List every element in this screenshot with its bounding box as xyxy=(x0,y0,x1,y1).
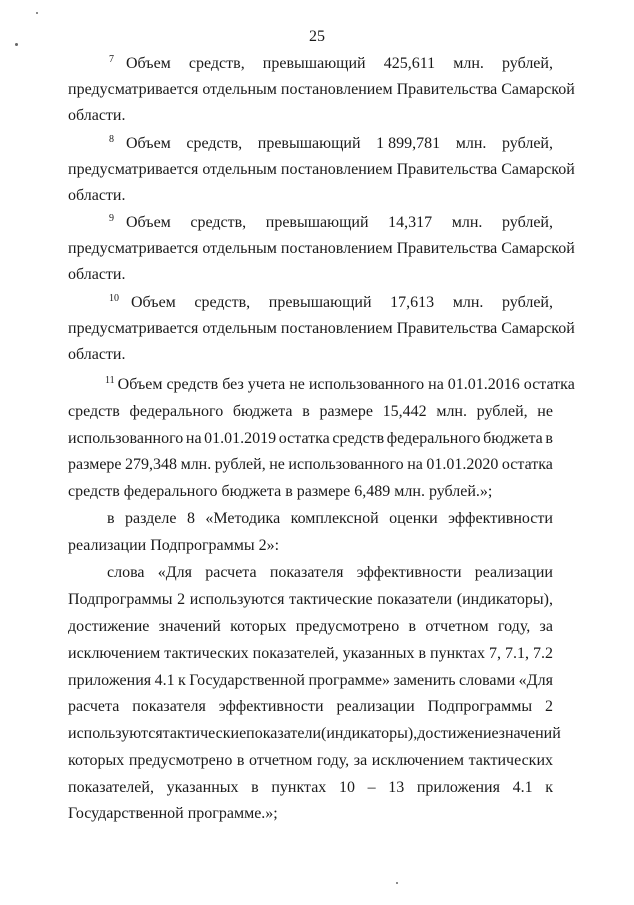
replacement-line-6 xyxy=(68,698,553,716)
word: отчетном xyxy=(249,752,313,769)
footnote-7-line-2: предусматривается отдельным постановлением Правительства Самарской xyxy=(68,81,575,98)
footnote-9-line-3: области. xyxy=(68,266,126,283)
scan-speck xyxy=(36,12,38,14)
word: которых xyxy=(68,752,125,769)
word: млн. xyxy=(436,403,467,420)
word: остатка xyxy=(501,456,553,473)
page-number: 25 xyxy=(309,28,325,45)
word: 7.1, xyxy=(504,645,529,662)
word: (индикаторы), xyxy=(456,591,553,608)
footnote-marker: 11 xyxy=(105,374,115,386)
replacement-line-1 xyxy=(107,564,553,582)
word: Подпрограммы xyxy=(427,698,533,715)
word: в xyxy=(408,618,417,635)
word: использованного xyxy=(288,456,404,473)
word: размере xyxy=(68,456,122,473)
word: не xyxy=(269,456,285,473)
word: превышающий xyxy=(262,55,366,72)
word: эффективности xyxy=(448,510,553,527)
word: которых xyxy=(230,618,287,635)
word: приложения xyxy=(416,779,500,796)
word: к xyxy=(178,672,186,689)
word: млн. xyxy=(180,456,212,473)
word: 7 Объем xyxy=(109,53,171,72)
word: в xyxy=(302,403,310,420)
word: превышающий xyxy=(265,214,369,231)
word: 8 Объем xyxy=(109,133,171,152)
word: не xyxy=(537,403,553,420)
word: размере xyxy=(319,403,373,420)
word: тактические xyxy=(162,725,247,742)
word: на xyxy=(407,456,423,473)
word: отчетном xyxy=(425,618,489,635)
word: 9 Объем xyxy=(109,212,171,231)
section-intro-line-2: реализации Подпрограммы 2»: xyxy=(68,537,280,554)
word: рублей, xyxy=(476,403,528,420)
word: федерального xyxy=(129,403,224,420)
footnote-10-line-2: предусматривается отдельным постановлением Правительства Самарской xyxy=(68,320,575,337)
footnote-10-line-1 xyxy=(109,294,553,312)
footnote-11-line-3 xyxy=(68,430,553,448)
word: предусмотрено xyxy=(295,618,400,635)
word: комплексной xyxy=(290,510,379,527)
word: предусмотрено xyxy=(128,752,233,769)
word: в xyxy=(418,645,427,662)
word: млн. xyxy=(451,214,483,231)
word: в xyxy=(107,510,115,527)
footnote-11-line-5: средств федерального бюджета в размере 6,489 млн. рублей.»; xyxy=(68,483,493,500)
replacement-line-3 xyxy=(68,618,553,636)
word: показателя xyxy=(269,564,344,581)
word: программе» xyxy=(308,672,391,689)
word: превышающий xyxy=(268,294,372,311)
word: в xyxy=(545,430,553,447)
word: заменить xyxy=(393,672,456,689)
word: за xyxy=(539,618,553,635)
word: 4.1 xyxy=(512,779,533,796)
word: использованного xyxy=(68,430,184,447)
replacement-line-8 xyxy=(68,752,553,770)
word: эффективности xyxy=(356,564,462,581)
word: 13 xyxy=(388,779,405,796)
word: показателей, xyxy=(68,779,154,796)
footnote-9-line-1 xyxy=(109,214,553,232)
scan-speck xyxy=(396,882,398,884)
word: значений xyxy=(498,725,561,742)
word: млн. xyxy=(452,294,484,311)
word: тактических xyxy=(164,645,249,662)
word: средств xyxy=(332,430,385,447)
word: реализации xyxy=(336,698,415,715)
word: значений xyxy=(158,618,221,635)
word: в xyxy=(251,779,259,796)
word: 279,348 xyxy=(125,456,178,473)
word: средств, xyxy=(188,55,245,72)
word: слова xyxy=(107,564,145,581)
word: средств, xyxy=(186,135,243,152)
word: «Для xyxy=(157,564,193,581)
word: 7, xyxy=(489,645,501,662)
word: – xyxy=(367,779,376,796)
word: году, xyxy=(497,618,531,635)
footnote-7-line-3: области. xyxy=(68,107,126,124)
word: указанных xyxy=(342,645,415,662)
word: исключением xyxy=(68,645,161,662)
word: средств xyxy=(68,403,120,420)
word: достижение xyxy=(68,618,150,635)
word: превышающий xyxy=(257,135,361,152)
word: федерального xyxy=(386,430,481,447)
word: рублей, xyxy=(502,214,553,231)
footnote-8-line-3: области. xyxy=(68,187,126,204)
word: рублей, xyxy=(214,456,266,473)
word: 425,611 xyxy=(383,55,436,72)
word: млн. xyxy=(453,55,484,72)
word: рублей, xyxy=(502,55,553,72)
word: показатели xyxy=(246,725,322,742)
word: средств, xyxy=(194,294,251,311)
word: 15,442 xyxy=(382,403,427,420)
word: 4.1 xyxy=(154,672,175,689)
word: млн. xyxy=(455,135,487,152)
word: бюджета xyxy=(483,430,543,447)
footnote-8-line-1 xyxy=(109,135,553,153)
word: за xyxy=(353,752,368,769)
replacement-line-2 xyxy=(68,591,553,609)
word: 2 xyxy=(544,698,553,715)
word: пунктах xyxy=(271,779,327,796)
footnote-7-line-1 xyxy=(109,55,553,73)
word: году, xyxy=(316,752,350,769)
word: к xyxy=(545,779,553,796)
word: показателей, xyxy=(252,645,339,662)
word: тактических xyxy=(468,752,553,769)
footnote-8-line-2: предусматривается отдельным постановлением Правительства Самарской xyxy=(68,161,575,178)
footnote-9-line-2: предусматривается отдельным постановлением Правительства Самарской xyxy=(68,240,575,257)
word: на xyxy=(185,430,202,447)
word: рублей, xyxy=(502,294,553,311)
replacement-line-5 xyxy=(68,672,553,690)
word: реализации xyxy=(474,564,553,581)
word: разделе xyxy=(125,510,177,527)
word: словами xyxy=(459,672,516,689)
word: пунктах xyxy=(430,645,486,662)
replacement-line-4 xyxy=(68,645,553,663)
word: достижение xyxy=(417,725,499,742)
word: «Для xyxy=(518,672,553,689)
word: указанных xyxy=(166,779,239,796)
footnote-11-line-1: $^{11}$ Объем средств без учета не использованного на 01.01.2016 остатка xyxy=(105,374,575,393)
word: 8 xyxy=(186,510,195,527)
word: остатка xyxy=(278,430,330,447)
replacement-line-9 xyxy=(68,779,553,797)
word: используются xyxy=(68,725,163,742)
word: 7.2 xyxy=(532,645,553,662)
replacement-line-7 xyxy=(68,725,561,743)
word: тактические xyxy=(289,591,373,608)
word: исключением xyxy=(371,752,465,769)
word: показателя xyxy=(132,698,206,715)
word: (индикаторы), xyxy=(321,725,418,742)
word: средств, xyxy=(190,214,247,231)
word: 1 899,781 xyxy=(376,135,441,152)
word: 10 xyxy=(338,779,355,796)
footnote-10-line-3: области. xyxy=(68,346,126,363)
footnote-11-line-4 xyxy=(68,456,553,474)
word: Государственной xyxy=(189,672,305,689)
section-intro-line-1 xyxy=(107,510,553,528)
word: Подпрограммы xyxy=(68,591,173,608)
word: приложения xyxy=(68,672,152,689)
word: рублей, xyxy=(502,135,553,152)
word: 01.01.2019 xyxy=(204,430,277,447)
word: 17,613 xyxy=(390,294,435,311)
word: используются xyxy=(189,591,285,608)
word: 01.01.2020 xyxy=(426,456,499,473)
word: расчета xyxy=(205,564,257,581)
word: в xyxy=(236,752,245,769)
word: бюджета xyxy=(232,403,293,420)
word: 10 Объем xyxy=(109,292,176,311)
word: «Методика xyxy=(205,510,281,527)
footnote-11-line-2 xyxy=(68,403,553,421)
word: оценки xyxy=(389,510,438,527)
word: 2 xyxy=(177,591,186,608)
word: 14,317 xyxy=(388,214,433,231)
word: расчета xyxy=(68,698,120,715)
replacement-line-10: Государственной программе.»; xyxy=(68,805,278,822)
word: эффективности xyxy=(218,698,324,715)
word: показатели xyxy=(377,591,453,608)
